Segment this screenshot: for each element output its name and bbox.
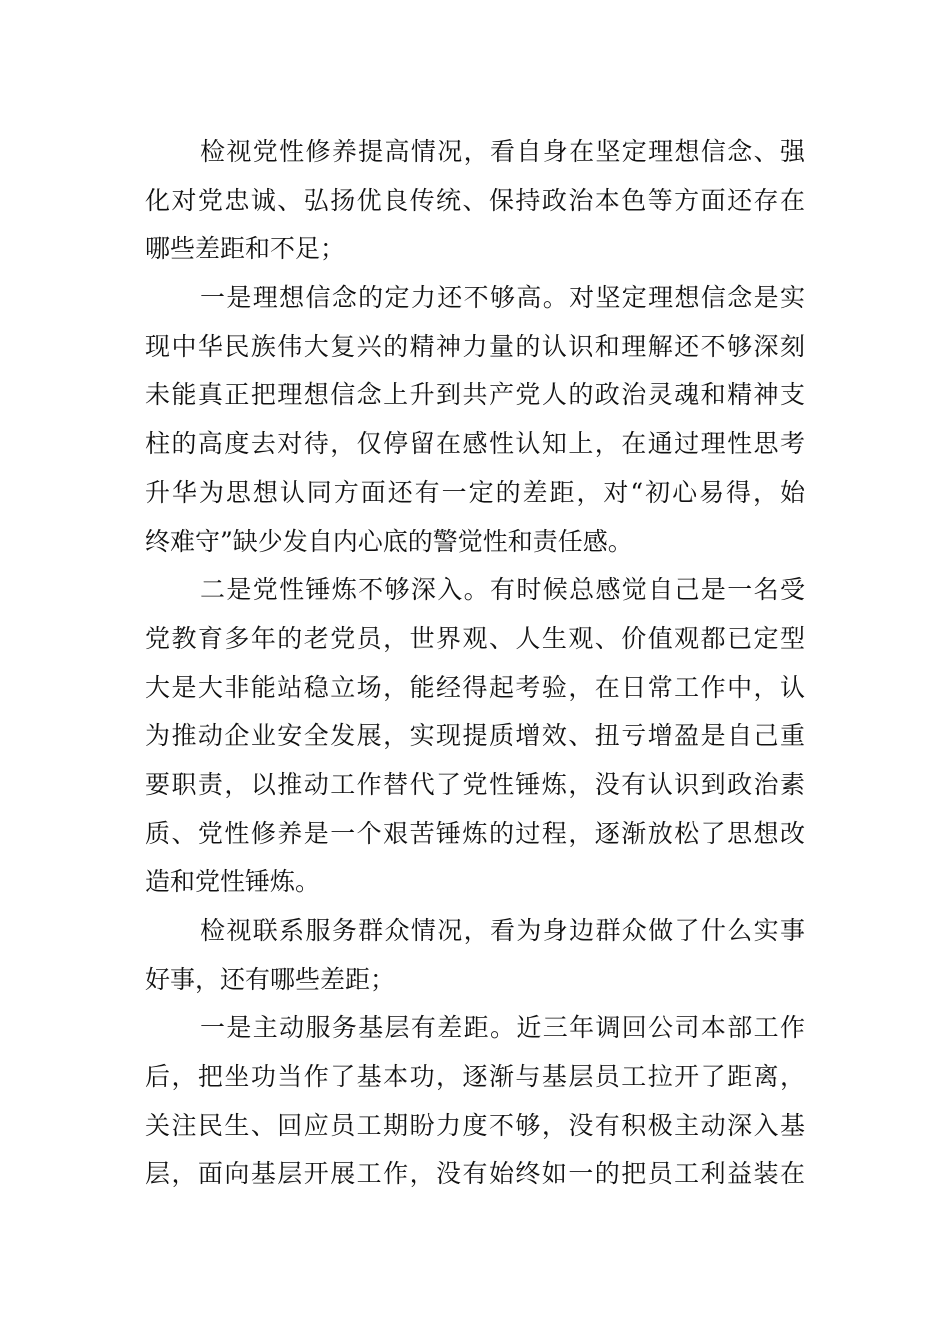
text-line: 党教育多年的老党员，世界观、人生观、价值观都已定型: [145, 623, 805, 653]
text-line: 终难守”缺少发自内心底的警觉性和责任感。: [145, 526, 633, 556]
text-line: 检视联系服务群众情况，看为身边群众做了什么实事: [200, 916, 805, 945]
text-line: 化对党忠诚、弘扬优良传统、保持政治本色等方面还存在: [145, 185, 805, 215]
document-body: [145, 128, 805, 1199]
text-line: 为推动企业安全发展，实现提质增效、扭亏增盈是自己重: [145, 721, 805, 751]
text-line: 柱的高度去对待，仅停留在感性认知上，在通过理性思考: [145, 429, 805, 459]
text-line: 未能真正把理想信念上升到共产党人的政治灵魂和精神支: [145, 380, 805, 410]
text-line: 层，面向基层开展工作，没有始终如一的把员工利益装在: [145, 1159, 805, 1189]
text-line: 好事，还有哪些差距；: [145, 964, 396, 994]
text-line: 一是理想信念的定力还不够高。对坚定理想信念是实: [200, 283, 805, 313]
text-line: 要职责，以推动工作替代了党性锤炼，没有认识到政治素: [145, 769, 805, 799]
text-line: 升华为思想认同方面还有一定的差距，对“初心易得，始: [145, 477, 805, 507]
text-line: 现中华民族伟大复兴的精神力量的认识和理解还不够深刻: [145, 331, 805, 361]
text-line: 大是大非能站稳立场，能经得起考验，在日常工作中，认: [145, 672, 805, 702]
text-line: 一是主动服务基层有差距。近三年调回公司本部工作: [200, 1013, 805, 1043]
text-line: 后，把坐功当作了基本功，逐渐与基层员工拉开了距离，: [145, 1062, 805, 1092]
text-line: 造和党性锤炼。: [145, 867, 321, 897]
text-line: 质、党性修养是一个艰苦锤炼的过程，逐渐放松了思想改: [145, 818, 805, 848]
text-line: 关注民生、回应员工期盼力度不够，没有积极主动深入基: [145, 1110, 805, 1140]
text-line: 检视党性修养提高情况，看自身在坚定理想信念、强: [200, 137, 805, 166]
text-line: 二是党性锤炼不够深入。有时候总感觉自己是一名受: [200, 575, 805, 605]
text-line: 哪些差距和不足；: [145, 234, 346, 264]
